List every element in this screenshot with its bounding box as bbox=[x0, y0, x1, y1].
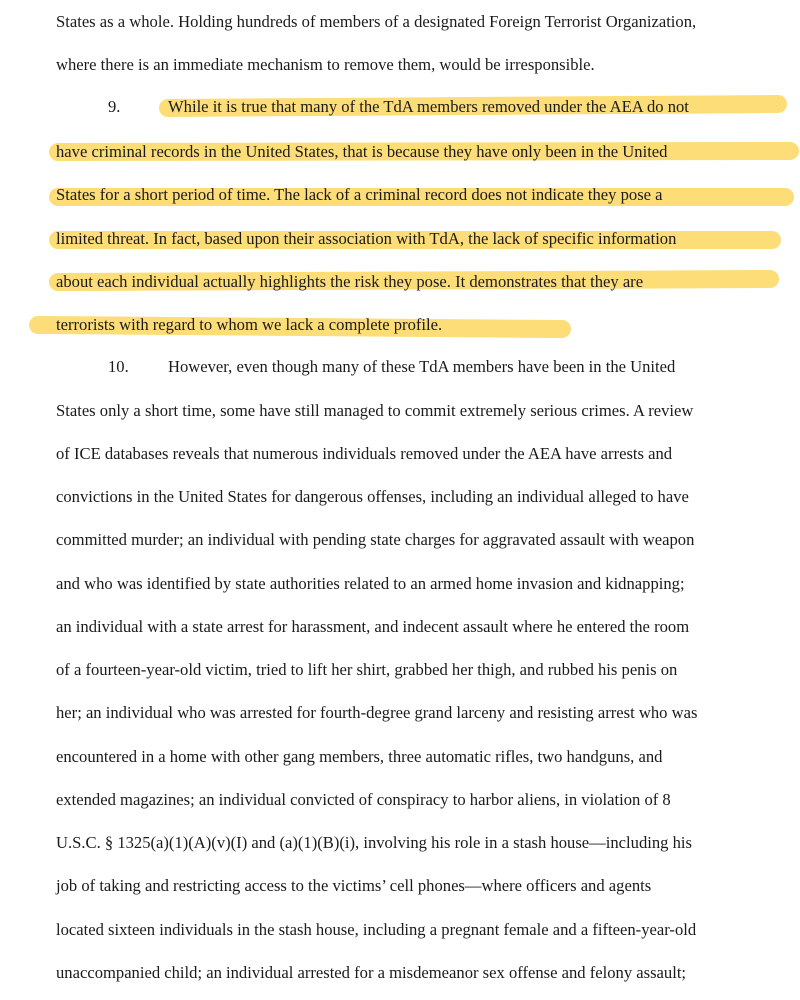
paragraph-number: 10. bbox=[108, 357, 129, 376]
text-line: convictions in the United States for dangerous offenses, including an individual alleged to have bbox=[56, 487, 689, 506]
text-line: of ICE databases reveals that numerous individuals removed under the AEA have arrests and bbox=[56, 444, 673, 463]
text-line: of a fourteen-year-old victim, tried to lift her shirt, grabbed her thigh, and rubbed his penis on bbox=[56, 660, 678, 679]
text-line: her; an individual who was arrested for fourth-degree grand larceny and resisting arrest who was bbox=[56, 703, 698, 722]
text-line: While it is true that many of the TdA members removed under the AEA do not bbox=[168, 97, 689, 116]
text-line: encountered in a home with other gang members, three automatic rifles, two handguns, and bbox=[56, 747, 663, 766]
text-line: and who was identified by state authorities related to an armed home invasion and kidnapping; bbox=[56, 574, 685, 593]
text-line: States as a whole. Holding hundreds of members of a designated Foreign Terrorist Organization, bbox=[56, 12, 697, 31]
text-line: States only a short time, some have still managed to commit extremely serious crimes. A review bbox=[56, 401, 694, 420]
text-line: about each individual actually highlights the risk they pose. It demonstrates that they are bbox=[56, 272, 644, 291]
paragraph-number: 9. bbox=[108, 97, 121, 116]
text-line: committed murder; an individual with pending state charges for aggravated assault with weapon bbox=[56, 530, 695, 549]
text-line: an individual with a state arrest for harassment, and indecent assault where he entered the room bbox=[56, 617, 690, 636]
text-line: However, even though many of these TdA members have been in the United bbox=[168, 357, 676, 376]
text-line: unaccompanied child; an individual arrested for a misdemeanor sex offense and felony assault; bbox=[56, 963, 687, 982]
text-line: U.S.C. § 1325(a)(1)(A)(v)(I) and (a)(1)(B)(i), involving his role in a stash house—including his bbox=[56, 833, 692, 852]
text-line: terrorists with regard to whom we lack a complete profile. bbox=[56, 315, 443, 334]
text-line: located sixteen individuals in the stash house, including a pregnant female and a fifteen-year-old bbox=[56, 920, 697, 939]
text-line: limited threat. In fact, based upon their association with TdA, the lack of specific information bbox=[56, 229, 677, 248]
text-line: States for a short period of time. The lack of a criminal record does not indicate they pose a bbox=[56, 185, 663, 204]
text-line: extended magazines; an individual convicted of conspiracy to harbor aliens, in violation of 8 bbox=[56, 790, 671, 809]
text-line: job of taking and restricting access to the victims’ cell phones—where officers and agents bbox=[56, 876, 652, 895]
text-line: where there is an immediate mechanism to remove them, would be irresponsible. bbox=[56, 55, 595, 74]
text-line: have criminal records in the United States, that is because they have only been in the United bbox=[56, 142, 668, 161]
